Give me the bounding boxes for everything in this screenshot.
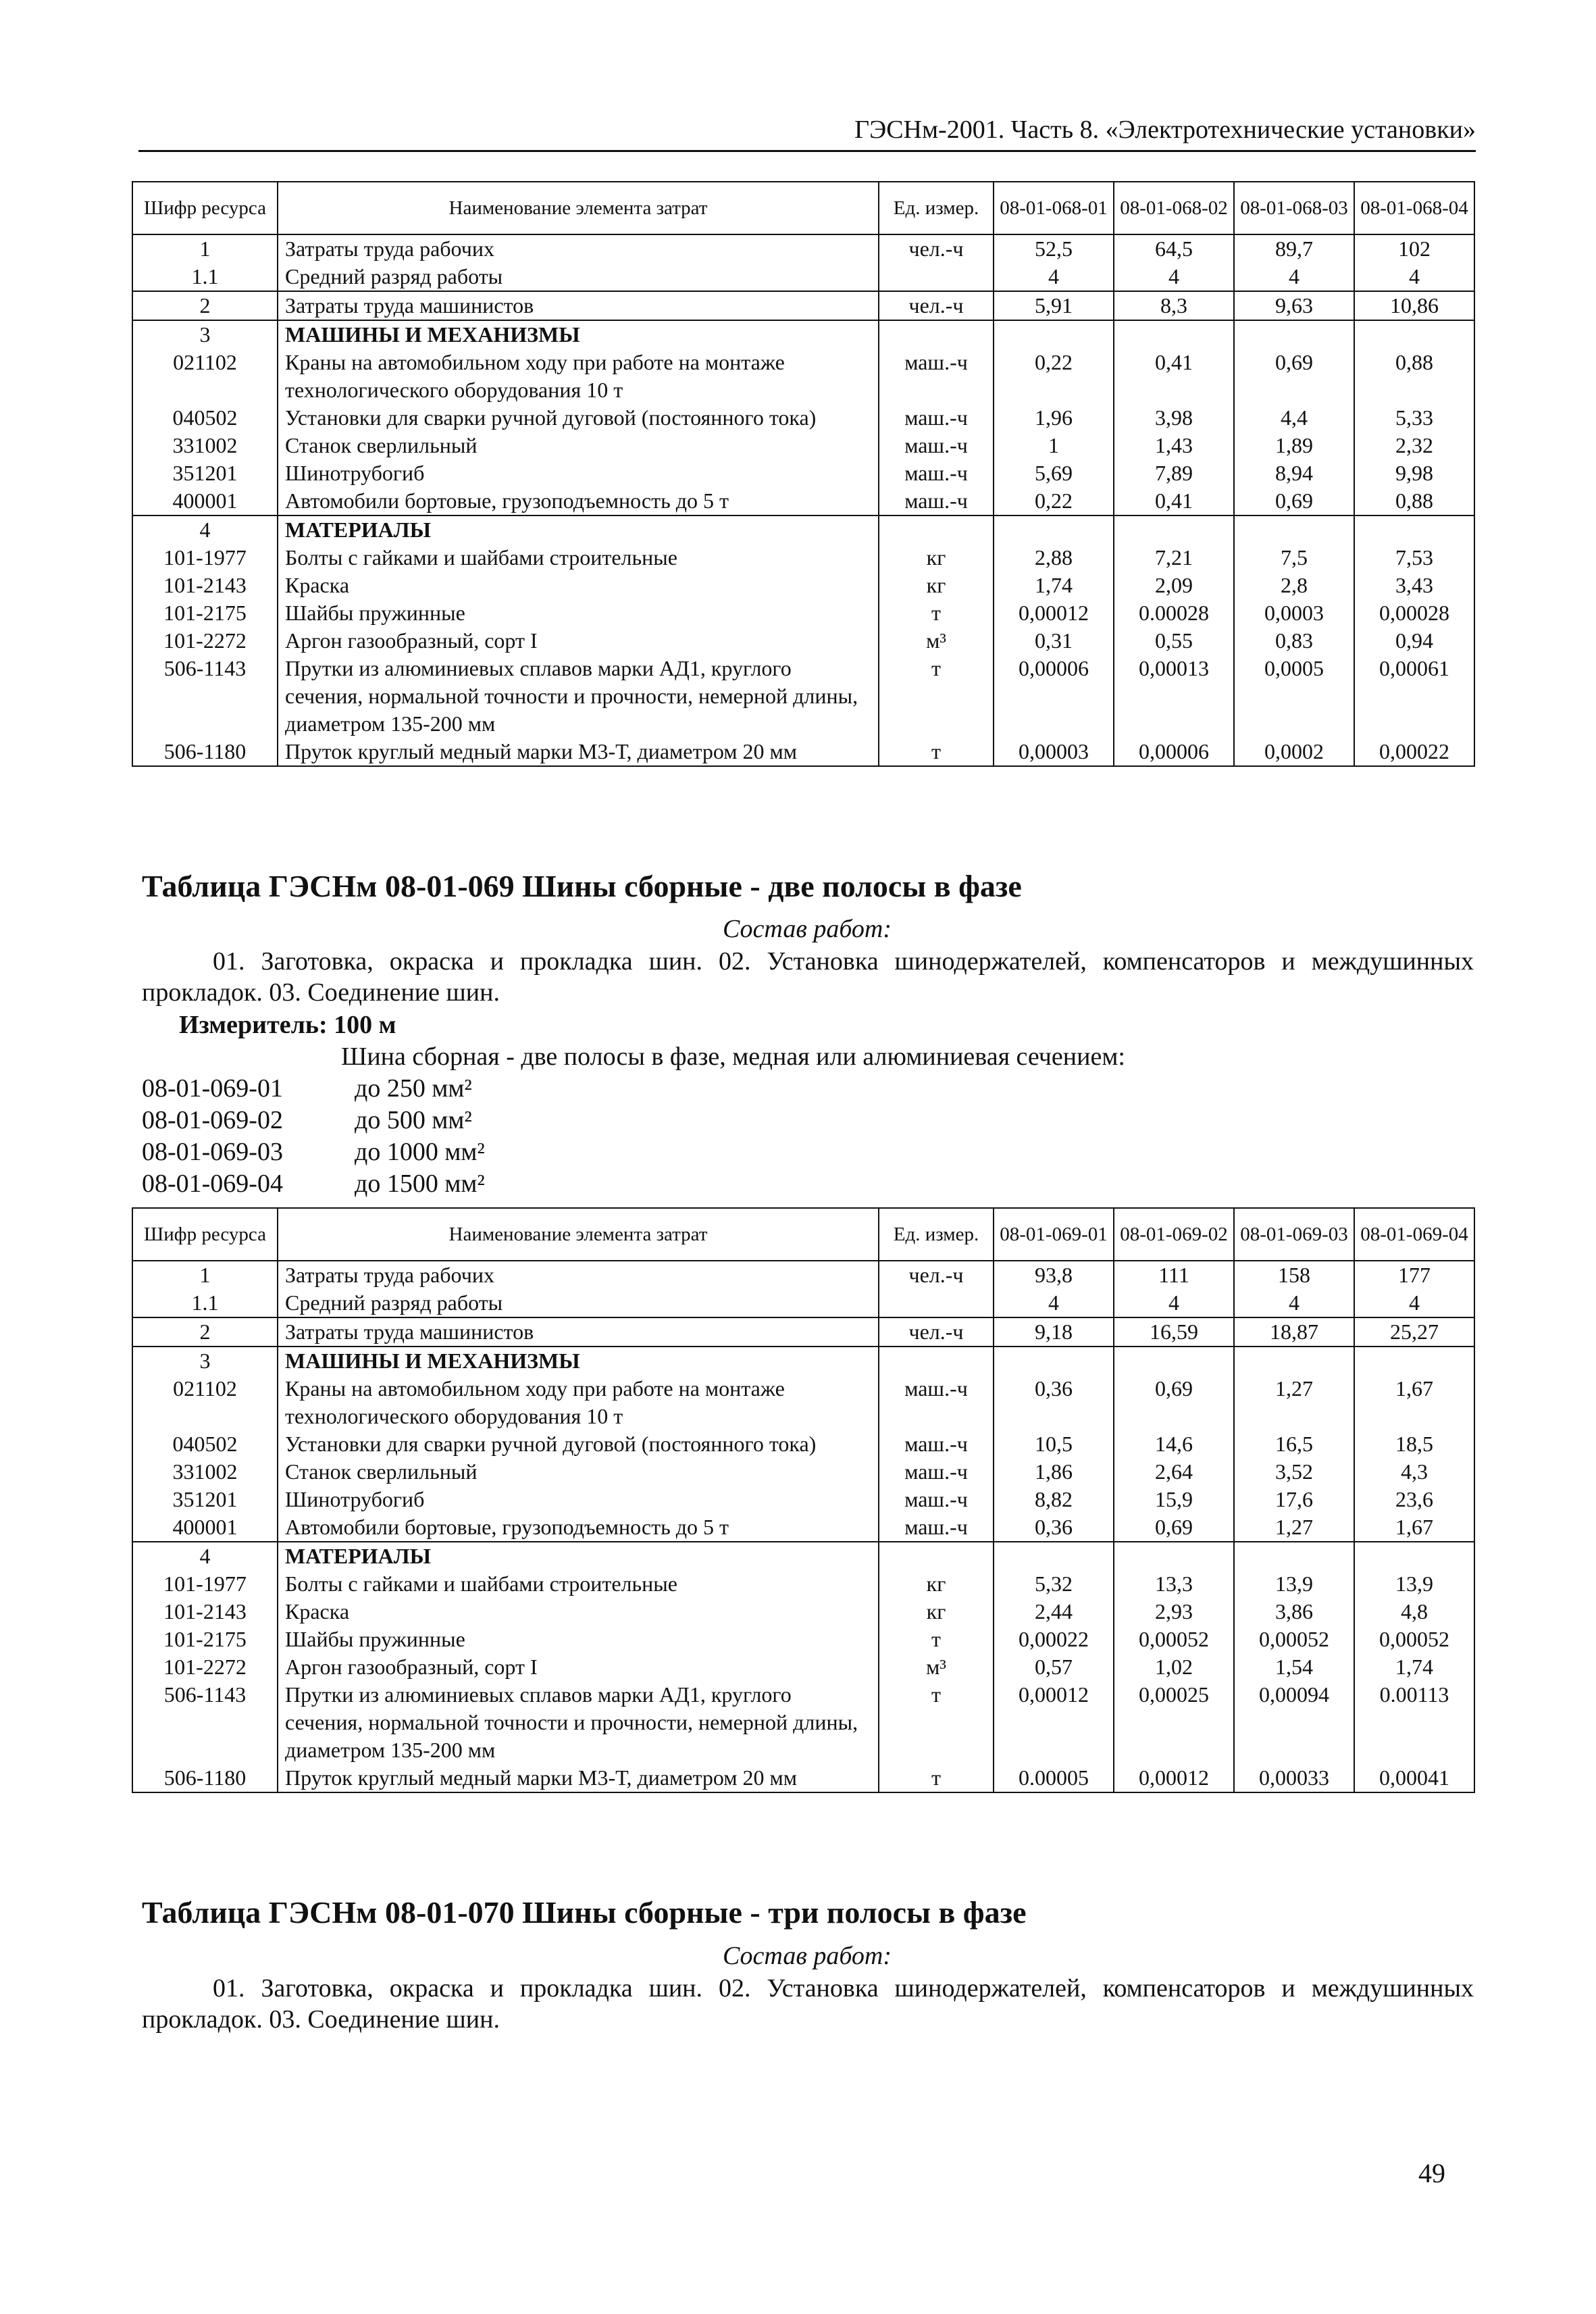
cell-code: 040502 [132,404,278,432]
table-row [132,1570,1474,1598]
cell-name: Шайбы пружинные [278,1626,879,1653]
col-head-name: Наименование элемента затрат [278,1208,879,1261]
cell-value: 0.00028 [1114,599,1234,627]
table-row [132,459,1474,487]
table-row [132,572,1474,599]
cell-value: 0,00006 [1114,738,1234,766]
col-head-variant: 08-01-069-04 [1354,1208,1474,1261]
table-row [132,1764,1474,1792]
cell-code: 101-2272 [132,1653,278,1681]
cell-value: 2,64 [1114,1458,1234,1486]
cell-value: 0,00012 [994,599,1114,627]
cell-value: 102 [1354,234,1474,263]
table-row [132,655,1474,738]
table-row [132,234,1474,263]
table-row [132,1626,1474,1653]
cell-value: 4 [994,1289,1114,1317]
cell-unit: чел.-ч [879,1261,994,1289]
cell-value: 4 [1234,1289,1354,1317]
cell-value [1354,515,1474,544]
variant-line [142,1073,472,1104]
cell-value: 1,27 [1234,1375,1354,1430]
cell-value: 1,67 [1354,1375,1474,1430]
cell-value: 0,00028 [1354,599,1474,627]
col-head-code: Шифр ресурса [132,182,278,234]
cell-code: 1.1 [132,263,278,291]
cell-code: 506-1180 [132,1764,278,1792]
cell-value: 3,43 [1354,572,1474,599]
cell-name: Станок сверлильный [278,1458,879,1486]
variants-intro-069: Шина сборная - две полосы в фазе, медная или алюминиевая сечением: [341,1042,1125,1071]
cell-value: 25,27 [1354,1317,1474,1347]
cell-name: Средний разряд работы [278,263,879,291]
table-row [132,1347,1474,1375]
table-header-row [132,182,1474,234]
cell-value: 4 [994,263,1114,291]
cell-value [1114,515,1234,544]
col-head-variant: 08-01-069-02 [1114,1208,1234,1261]
cell-code: 506-1180 [132,738,278,766]
cell-value: 0,00052 [1354,1626,1474,1653]
cell-value: 0,00012 [994,1681,1114,1764]
cell-value: 0.00005 [994,1764,1114,1792]
cell-value [994,1347,1114,1375]
cell-value: 0.00113 [1354,1681,1474,1764]
header-rule [138,150,1476,152]
table-row [132,544,1474,572]
cell-code: 331002 [132,1458,278,1486]
cell-code: 1.1 [132,1289,278,1317]
cell-name: Пруток круглый медный марки М3-Т, диаметром 20 мм [278,738,879,766]
cell-value: 1 [994,432,1114,459]
cell-code: 506-1143 [132,655,278,738]
cell-unit [879,263,994,291]
cell-value [1234,515,1354,544]
variant-text: до 1000 мм² [355,1138,485,1166]
cell-value: 0,22 [994,349,1114,404]
cell-value: 0,00052 [1234,1626,1354,1653]
cell-unit: чел.-ч [879,291,994,320]
cell-value: 18,87 [1234,1317,1354,1347]
cell-unit: маш.-ч [879,487,994,515]
cell-name: Прутки из алюминиевых сплавов марки АД1, круглого сечения, нормальной точности и прочности, немерной длины, диаметром 135-200 мм [278,655,879,738]
cell-code: 351201 [132,459,278,487]
cell-value [1354,1347,1474,1375]
cell-value: 0,36 [994,1375,1114,1430]
cell-unit: маш.-ч [879,1486,994,1513]
cell-code: 2 [132,291,278,320]
cell-value: 13,3 [1114,1570,1234,1598]
cell-value: 0,00006 [994,655,1114,738]
cell-value: 0,00052 [1114,1626,1234,1653]
cell-value: 0,69 [1114,1375,1234,1430]
table-row [132,487,1474,515]
cell-value: 5,91 [994,291,1114,320]
table-row [132,320,1474,349]
cell-value: 8,94 [1234,459,1354,487]
cell-value: 1,43 [1114,432,1234,459]
cell-value: 7,5 [1234,544,1354,572]
cell-code: 101-2175 [132,599,278,627]
cell-value: 52,5 [994,234,1114,263]
table-title-070: Таблица ГЭСНм 08-01-070 Шины сборные - три полосы в фазе [142,1895,1027,1930]
table-row [132,1513,1474,1542]
work-composition-heading-069: Состав работ: [722,915,892,943]
cell-value: 0,31 [994,627,1114,655]
table-header-row [132,1208,1474,1261]
cell-value: 0,00012 [1114,1764,1234,1792]
cell-value: 9,18 [994,1317,1114,1347]
cell-unit: маш.-ч [879,349,994,404]
cell-value: 0,00094 [1234,1681,1354,1764]
work-composition-text-070: 01. Заготовка, окраска и прокладка шин. 02. Установка шинодержателей, компенсаторов и междушинных прокладок. 03. Соединение шин. [142,1974,1474,2034]
cell-unit: кг [879,1598,994,1626]
cell-code: 101-2143 [132,1598,278,1626]
variant-text: до 250 мм² [355,1074,472,1103]
cell-value: 0,00041 [1354,1764,1474,1792]
cell-value: 4 [1354,263,1474,291]
cell-code: 3 [132,1347,278,1375]
col-head-variant: 08-01-069-01 [994,1208,1114,1261]
cell-code: 1 [132,1261,278,1289]
cell-name: Шайбы пружинные [278,599,879,627]
cell-value [994,515,1114,544]
cell-code: 351201 [132,1486,278,1513]
table-row [132,1430,1474,1458]
cell-value: 1,54 [1234,1653,1354,1681]
cell-name: Шинотрубогиб [278,459,879,487]
cell-name: Прутки из алюминиевых сплавов марки АД1, круглого сечения, нормальной точности и прочности, немерной длины, диаметром 135-200 мм [278,1681,879,1764]
cell-code: 331002 [132,432,278,459]
col-head-variant: 08-01-068-01 [994,182,1114,234]
col-head-variant: 08-01-069-03 [1234,1208,1354,1261]
table-row [132,1317,1474,1347]
cell-unit: м³ [879,1653,994,1681]
cell-value: 0,69 [1114,1513,1234,1542]
table-row [132,1598,1474,1626]
cell-value [1114,1542,1234,1570]
cell-value: 0,00061 [1354,655,1474,738]
cell-value [1234,320,1354,349]
cell-value: 10,5 [994,1430,1114,1458]
cell-value: 2,8 [1234,572,1354,599]
cell-code: 2 [132,1317,278,1347]
col-head-name: Наименование элемента затрат [278,182,879,234]
running-header: ГЭСНм-2001. Часть 8. «Электротехнические установки» [854,116,1476,144]
col-head-variant: 08-01-068-02 [1114,182,1234,234]
cell-unit: кг [879,544,994,572]
variant-line [142,1136,485,1167]
cell-value: 0,00013 [1114,655,1234,738]
cell-value: 4,8 [1354,1598,1474,1626]
cell-value: 0,94 [1354,627,1474,655]
cell-value: 4 [1114,263,1234,291]
cell-value: 0,0003 [1234,599,1354,627]
cell-name: Автомобили бортовые, грузоподъемность до 5 т [278,1513,879,1542]
col-head-code: Шифр ресурса [132,1208,278,1261]
col-head-unit: Ед. измер. [879,182,994,234]
cell-value: 1,67 [1354,1513,1474,1542]
cell-code: 506-1143 [132,1681,278,1764]
cell-unit [879,1347,994,1375]
cell-value: 0,36 [994,1513,1114,1542]
cell-value: 10,86 [1354,291,1474,320]
cell-name: Краска [278,572,879,599]
cell-name: МАТЕРИАЛЫ [278,1542,879,1570]
variant-line [142,1168,485,1199]
cell-code: 4 [132,1542,278,1570]
cell-value: 2,32 [1354,432,1474,459]
cell-code: 1 [132,234,278,263]
table-row [132,349,1474,404]
cell-value: 0,00022 [1354,738,1474,766]
cell-unit [879,320,994,349]
table-row [132,432,1474,459]
table-row [132,263,1474,291]
cell-value: 5,33 [1354,404,1474,432]
cell-name: Краны на автомобильном ходу при работе на монтаже технологического оборудования 10 т [278,349,879,404]
cell-code: 3 [132,320,278,349]
cell-value: 17,6 [1234,1486,1354,1513]
cell-value: 5,32 [994,1570,1114,1598]
cell-name: Пруток круглый медный марки М3-Т, диаметром 20 мм [278,1764,879,1792]
cell-value: 4 [1354,1289,1474,1317]
cell-value: 1,74 [1354,1653,1474,1681]
table-row [132,1458,1474,1486]
cell-value: 16,59 [1114,1317,1234,1347]
cell-value: 0,00033 [1234,1764,1354,1792]
cell-value: 13,9 [1354,1570,1474,1598]
cell-name: Затраты труда машинистов [278,1317,879,1347]
cell-unit: маш.-ч [879,432,994,459]
cell-value: 4 [1114,1289,1234,1317]
table-row [132,1681,1474,1764]
table-row [132,291,1474,320]
cell-unit: маш.-ч [879,1430,994,1458]
cell-value: 14,6 [1114,1430,1234,1458]
variant-code: 08-01-069-02 [142,1106,283,1134]
cell-value: 23,6 [1354,1486,1474,1513]
cell-value: 158 [1234,1261,1354,1289]
cell-value: 0,41 [1114,349,1234,404]
cell-value: 13,9 [1234,1570,1354,1598]
cell-value [1234,1542,1354,1570]
cell-value [1354,320,1474,349]
resource-table-068 [132,181,1475,767]
cell-name: Затраты труда рабочих [278,1261,879,1289]
cell-value: 2,88 [994,544,1114,572]
cell-value: 8,82 [994,1486,1114,1513]
cell-value: 4,3 [1354,1458,1474,1486]
cell-code: 040502 [132,1430,278,1458]
cell-value: 7,21 [1114,544,1234,572]
cell-value: 0,88 [1354,349,1474,404]
variant-code: 08-01-069-04 [142,1169,283,1198]
col-head-variant: 08-01-068-03 [1234,182,1354,234]
cell-value: 3,86 [1234,1598,1354,1626]
variant-code: 08-01-069-03 [142,1138,283,1166]
cell-value: 18,5 [1354,1430,1474,1458]
cell-unit: т [879,1681,994,1764]
cell-value: 89,7 [1234,234,1354,263]
cell-unit: т [879,1626,994,1653]
cell-value: 1,96 [994,404,1114,432]
cell-name: Аргон газообразный, сорт I [278,627,879,655]
cell-value: 1,02 [1114,1653,1234,1681]
table-row [132,738,1474,766]
cell-unit [879,1289,994,1317]
cell-value [1114,320,1234,349]
cell-name: Аргон газообразный, сорт I [278,1653,879,1681]
cell-code: 4 [132,515,278,544]
cell-value: 3,98 [1114,404,1234,432]
cell-name: МАТЕРИАЛЫ [278,515,879,544]
cell-value: 0,0005 [1234,655,1354,738]
variant-code: 08-01-069-01 [142,1074,283,1103]
cell-value: 16,5 [1234,1430,1354,1458]
cell-code: 021102 [132,349,278,404]
cell-value: 0,69 [1234,487,1354,515]
col-head-variant: 08-01-068-04 [1354,182,1474,234]
cell-value: 2,44 [994,1598,1114,1626]
cell-name: Краска [278,1598,879,1626]
cell-value: 0,83 [1234,627,1354,655]
cell-name: МАШИНЫ И МЕХАНИЗМЫ [278,320,879,349]
page-number: 49 [1418,2158,1445,2188]
cell-unit: маш.-ч [879,459,994,487]
cell-name: Краны на автомобильном ходу при работе на монтаже технологического оборудования 10 т [278,1375,879,1430]
table-row [132,1542,1474,1570]
cell-name: Станок сверлильный [278,432,879,459]
table-row [132,1486,1474,1513]
cell-value: 8,3 [1114,291,1234,320]
cell-value: 1,74 [994,572,1114,599]
cell-code: 101-1977 [132,1570,278,1598]
cell-value: 7,53 [1354,544,1474,572]
cell-unit: маш.-ч [879,1375,994,1430]
cell-value: 0,22 [994,487,1114,515]
cell-value: 177 [1354,1261,1474,1289]
cell-unit: т [879,1764,994,1792]
table-row [132,1289,1474,1317]
table-row [132,599,1474,627]
cell-value [994,1542,1114,1570]
table-title-069: Таблица ГЭСНм 08-01-069 Шины сборные - две полосы в фазе [142,869,1022,903]
cell-value: 3,52 [1234,1458,1354,1486]
cell-value: 15,9 [1114,1486,1234,1513]
cell-value [1354,1542,1474,1570]
cell-unit: т [879,599,994,627]
table-row [132,1261,1474,1289]
cell-value: 2,09 [1114,572,1234,599]
cell-name: Шинотрубогиб [278,1486,879,1513]
cell-value: 2,93 [1114,1598,1234,1626]
cell-unit: чел.-ч [879,234,994,263]
cell-unit [879,515,994,544]
cell-unit: кг [879,1570,994,1598]
cell-code: 400001 [132,1513,278,1542]
cell-code: 101-2175 [132,1626,278,1653]
cell-unit: маш.-ч [879,1513,994,1542]
cell-value [1114,1347,1234,1375]
cell-code: 101-2143 [132,572,278,599]
variant-text: до 500 мм² [355,1106,472,1134]
cell-unit [879,1542,994,1570]
cell-value: 0,00025 [1114,1681,1234,1764]
cell-value: 4 [1234,263,1354,291]
cell-value: 0,00022 [994,1626,1114,1653]
cell-value: 9,98 [1354,459,1474,487]
cell-value: 0,57 [994,1653,1114,1681]
cell-name: Затраты труда машинистов [278,291,879,320]
cell-value: 64,5 [1114,234,1234,263]
cell-value: 1,89 [1234,432,1354,459]
cell-unit: м³ [879,627,994,655]
measurer-069: Измеритель: 100 м [179,1011,396,1039]
variant-text: до 1500 мм² [355,1169,485,1198]
resource-table-069 [132,1207,1475,1793]
cell-value: 0,00003 [994,738,1114,766]
cell-unit: т [879,655,994,738]
cell-value: 111 [1114,1261,1234,1289]
cell-unit: чел.-ч [879,1317,994,1347]
cell-name: Болты с гайками и шайбами строительные [278,1570,879,1598]
table-row [132,1375,1474,1430]
cell-value: 4,4 [1234,404,1354,432]
cell-value [994,320,1114,349]
work-composition-text-069: 01. Заготовка, окраска и прокладка шин. 02. Установка шинодержателей, компенсаторов и междушинных прокладок. 03. Соединение шин. [142,947,1474,1007]
cell-unit: маш.-ч [879,404,994,432]
cell-name: Установки для сварки ручной дуговой (постоянного тока) [278,1430,879,1458]
cell-value: 5,69 [994,459,1114,487]
cell-name: Средний разряд работы [278,1289,879,1317]
cell-name: Болты с гайками и шайбами строительные [278,544,879,572]
cell-unit: маш.-ч [879,1458,994,1486]
cell-value: 0,0002 [1234,738,1354,766]
cell-value: 0,69 [1234,349,1354,404]
table-row [132,1653,1474,1681]
cell-value: 0,55 [1114,627,1234,655]
cell-value: 0,88 [1354,487,1474,515]
cell-code: 400001 [132,487,278,515]
cell-unit: кг [879,572,994,599]
cell-code: 021102 [132,1375,278,1430]
cell-unit: т [879,738,994,766]
col-head-unit: Ед. измер. [879,1208,994,1261]
cell-name: Автомобили бортовые, грузоподъемность до 5 т [278,487,879,515]
table-row [132,404,1474,432]
cell-code: 101-2272 [132,627,278,655]
work-composition-heading-070: Состав работ: [722,1942,892,1970]
cell-value: 1,86 [994,1458,1114,1486]
table-row [132,627,1474,655]
cell-value: 93,8 [994,1261,1114,1289]
variant-line [142,1105,472,1136]
cell-value: 7,89 [1114,459,1234,487]
table-row [132,515,1474,544]
cell-value: 9,63 [1234,291,1354,320]
cell-value: 0,41 [1114,487,1234,515]
cell-code: 101-1977 [132,544,278,572]
cell-name: МАШИНЫ И МЕХАНИЗМЫ [278,1347,879,1375]
cell-value: 1,27 [1234,1513,1354,1542]
cell-name: Установки для сварки ручной дуговой (постоянного тока) [278,404,879,432]
cell-name: Затраты труда рабочих [278,234,879,263]
cell-value [1234,1347,1354,1375]
